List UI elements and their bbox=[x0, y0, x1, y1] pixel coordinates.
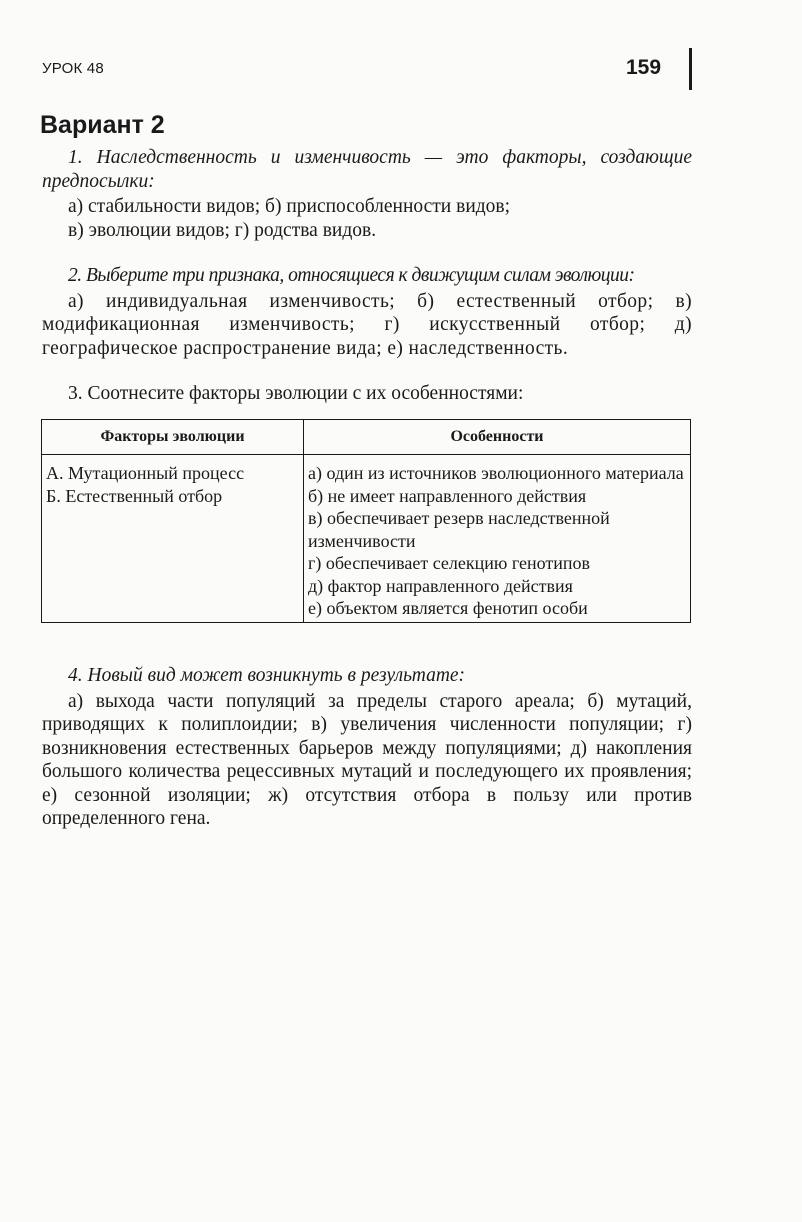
matching-table bbox=[41, 419, 691, 623]
page-number-rule bbox=[689, 48, 692, 90]
factor-item: Б. Естественный отбор bbox=[46, 485, 223, 506]
question-1 bbox=[42, 146, 692, 242]
question-2 bbox=[42, 264, 692, 360]
features-cell bbox=[304, 455, 691, 623]
feature-item: а) один из источников эволюционного материала bbox=[308, 463, 684, 483]
table-row bbox=[42, 455, 691, 623]
feature-item: б) не имеет направленного действия bbox=[308, 485, 587, 506]
question-1-answers bbox=[42, 195, 692, 242]
question-4 bbox=[42, 664, 692, 831]
question-1-answer-line: в) эволюции видов; г) родства видов. bbox=[68, 219, 377, 241]
table-header-factors: Факторы эволюции bbox=[42, 420, 304, 455]
variant-title: Вариант 2 bbox=[40, 111, 165, 139]
question-3-prompt: 3. Соотнесите факторы эволюции с их особенностями: bbox=[68, 383, 524, 404]
question-2-prompt: 2. Выберите три признака, относящиеся к движущим силам эволюции: bbox=[68, 265, 635, 286]
question-2-answers: а) индивидуальная изменчивость; б) естественный отбор; в) модификационная изменчивость; г) искусственный отбор; д) географическое распространение вида; е) наследственность. bbox=[42, 290, 692, 359]
feature-item: г) обеспечивает селекцию генотипов bbox=[308, 553, 590, 573]
running-head-lesson: УРОК 48 bbox=[42, 60, 104, 77]
page-number: 159 bbox=[626, 56, 662, 79]
table-header-row bbox=[42, 420, 691, 455]
question-4-prompt: 4. Новый вид может возникнуть в результате: bbox=[68, 665, 466, 686]
question-1-prompt: 1. Наследственность и изменчивость — это факторы, создающие предпосылки: bbox=[42, 147, 692, 192]
table-header-features: Особенности bbox=[304, 420, 691, 455]
factors-cell bbox=[42, 455, 304, 623]
feature-item: е) объектом является фенотип особи bbox=[308, 598, 588, 618]
question-3 bbox=[42, 382, 692, 406]
question-1-answer-line: а) стабильности видов; б) приспособленности видов; bbox=[68, 196, 511, 217]
feature-item: д) фактор направленного действия bbox=[308, 575, 573, 596]
question-4-answers: а) выхода части популяций за пределы старого ареала; б) мутаций, приводящих к полиплоидии; в) увеличения численности популяции; г) возникновения естественных барьеров между популяциями; д) накопления большого количества рецессивных мутаций и последующего их проявления; е) сезонной изоляции; ж) отсутствия отбора в пользу или против определенного гена. bbox=[42, 690, 692, 829]
factor-item: А. Мутационный процесс bbox=[46, 463, 245, 483]
feature-item: в) обеспечивает резерв наследственной изменчивости bbox=[308, 508, 610, 551]
